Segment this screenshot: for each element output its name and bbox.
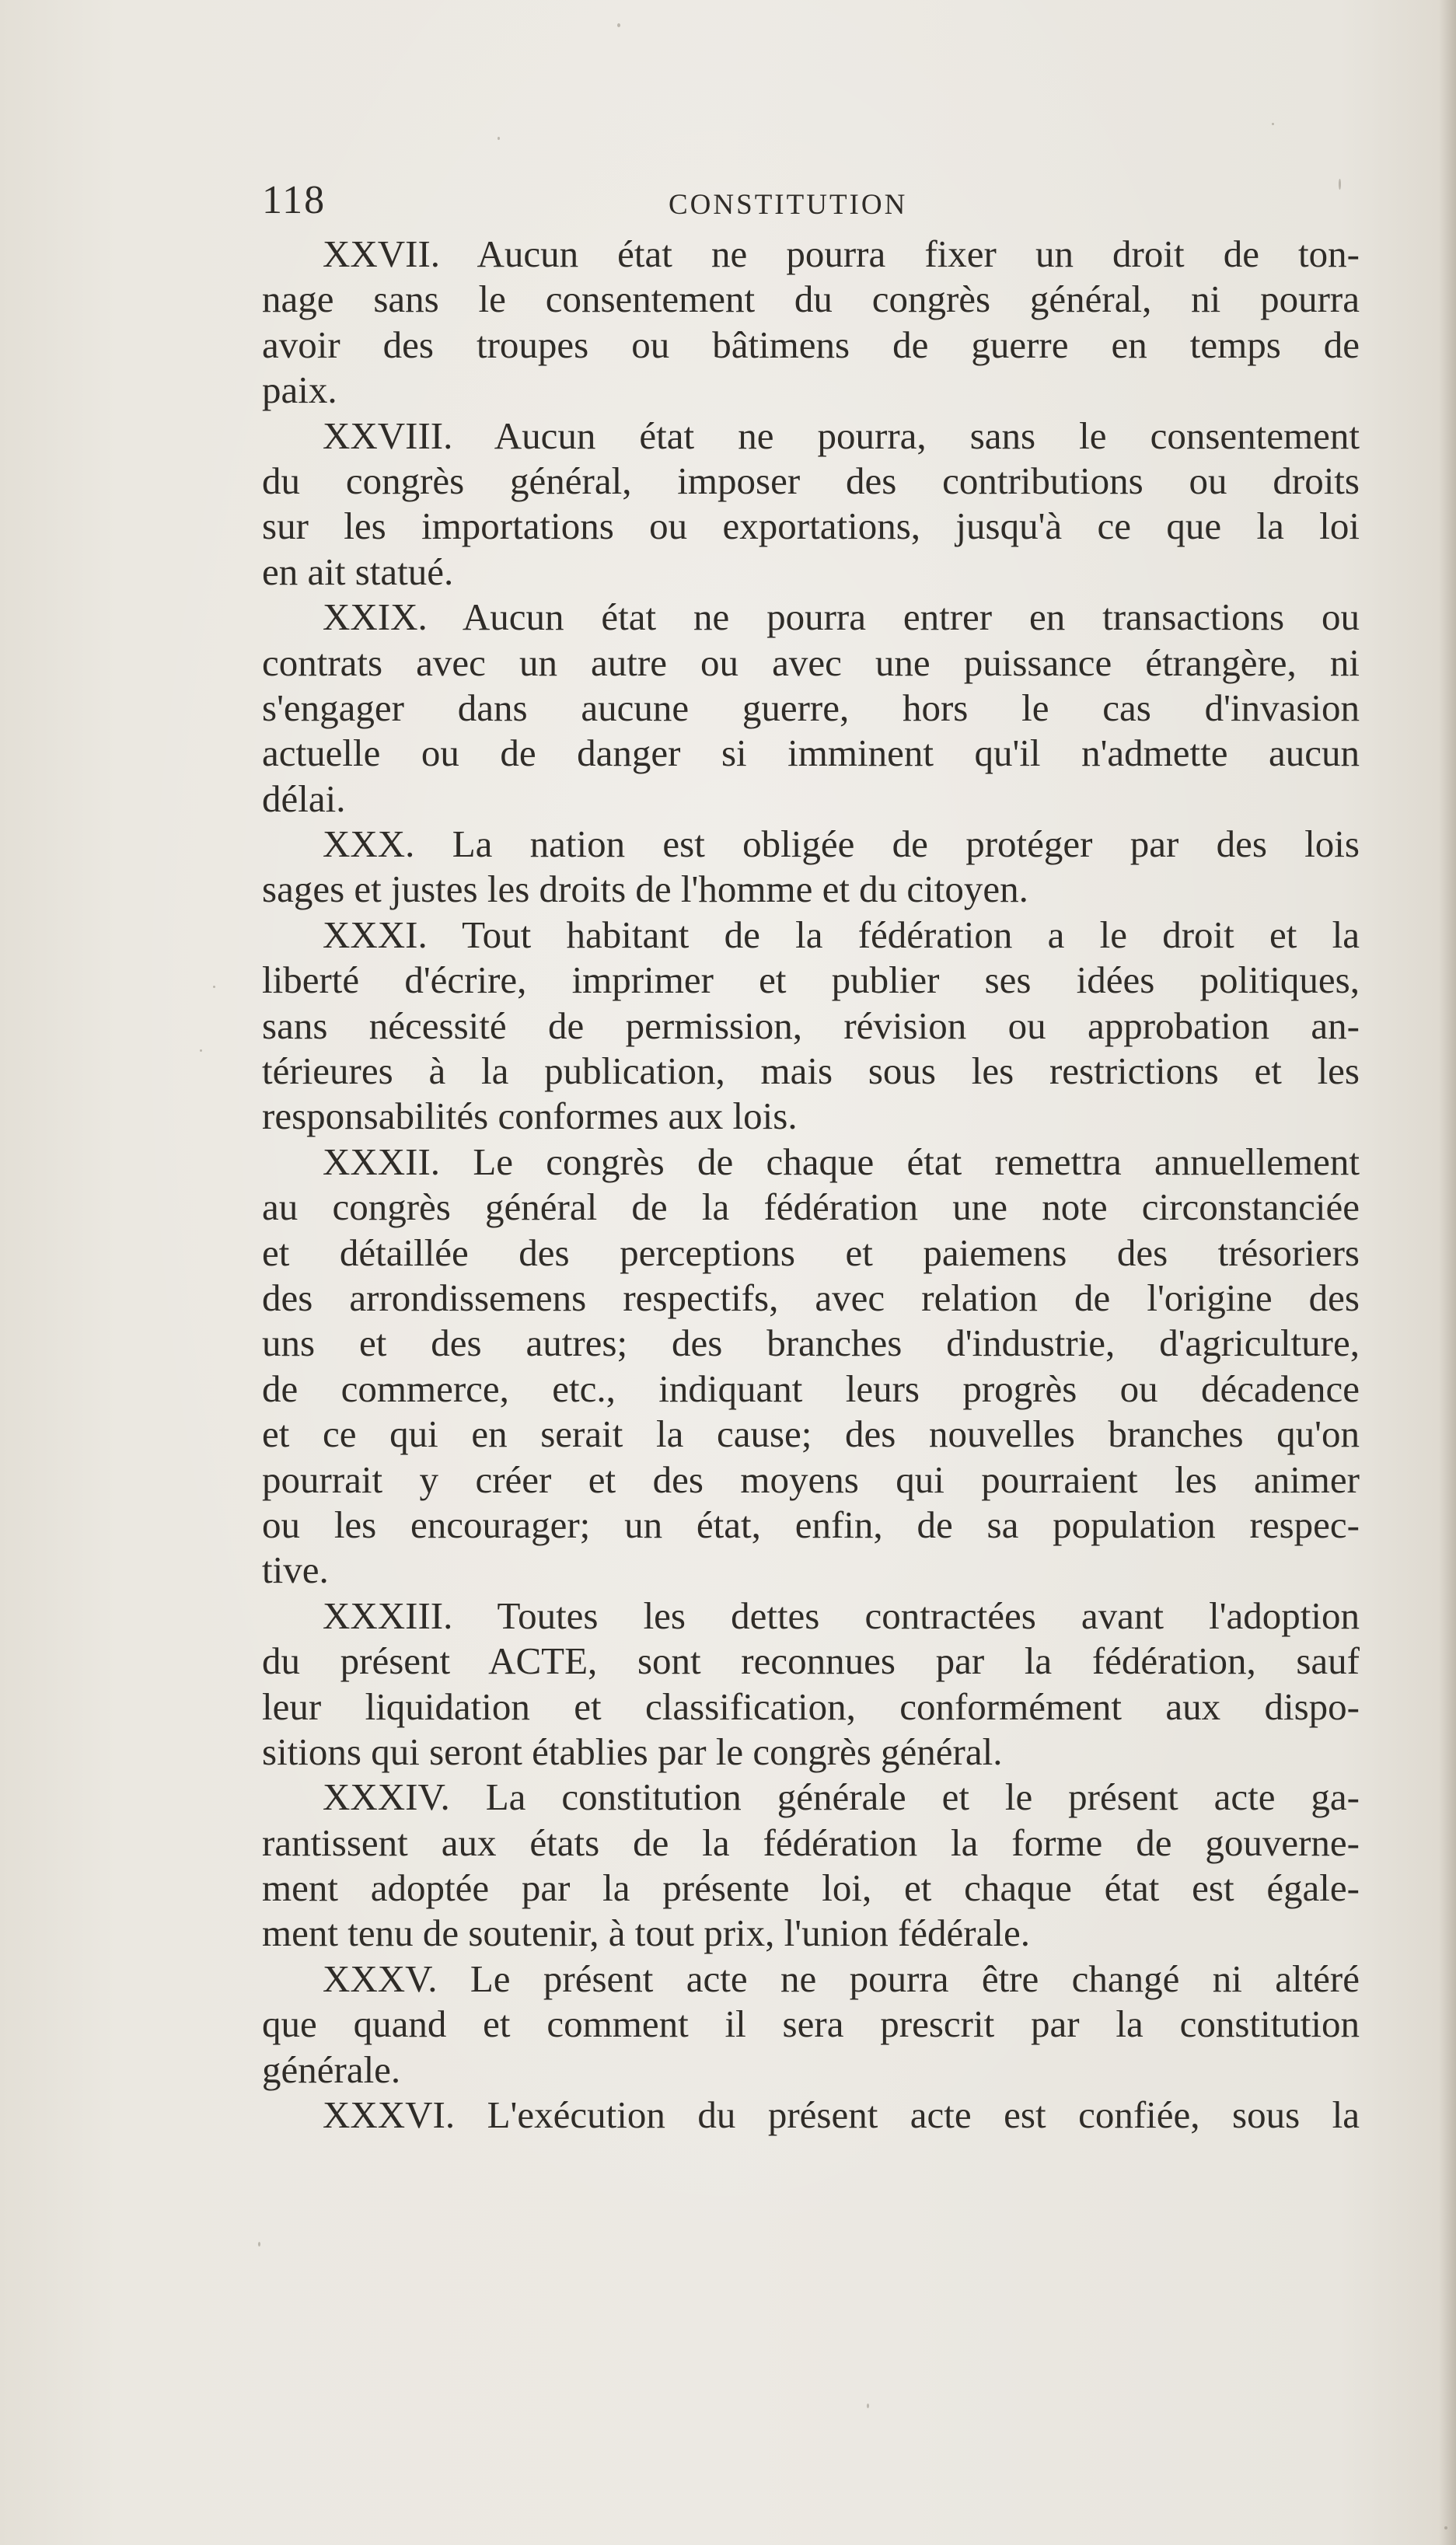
text-line: XXVIII. Aucun état ne pourra, sans le consentement [323, 414, 1360, 457]
text-line: s'engager dans aucune guerre, hors le cas d'invasion [262, 686, 1360, 729]
text-line: des arrondissemens respectifs, avec relation de l'origine des [262, 1276, 1360, 1319]
paper-speck [617, 23, 620, 27]
text-line: nage sans le consentement du congrès général, ni pourra [262, 278, 1360, 321]
text-line: XXIX. Aucun état ne pourra entrer en transactions ou [323, 595, 1360, 639]
text-line: pourrait y créer et des moyens qui pourraient les animer [262, 1458, 1360, 1501]
text-line: leur liquidation et classification, conformément aux dispo- [262, 1684, 1360, 1728]
text-line: tive. [262, 1548, 329, 1592]
text-line: générale. [262, 2048, 401, 2091]
running-head [262, 177, 1350, 232]
text-line: responsabilités conformes aux lois. [262, 1094, 798, 1138]
running-title: CONSTITUTION [669, 189, 908, 221]
text-line: paix. [262, 368, 337, 412]
text-line: ment adoptée par la présente loi, et chaque état est égale- [262, 1866, 1360, 1910]
text-line: XXXV. Le présent acte ne pourra être changé ni altéré [323, 1957, 1360, 2000]
text-line: avoir des troupes ou bâtimens de guerre en temps de [262, 323, 1360, 366]
text-line: et ce qui en serait la cause; des nouvelles branches qu'on [262, 1412, 1360, 1456]
text-line: rantissent aux états de la fédération la forme de gouverne- [262, 1821, 1360, 1864]
text-line: ment tenu de soutenir, à tout prix, l'union fédérale. [262, 1911, 1030, 1955]
text-line: sitions qui seront établies par le congrès général. [262, 1730, 1003, 1773]
paper-speck [200, 1049, 202, 1052]
text-line: XXXIII. Toutes les dettes contractées avant l'adoption [323, 1594, 1360, 1637]
page-number: 118 [262, 178, 326, 222]
text-line: délai. [262, 777, 346, 820]
paper-speck [867, 2404, 869, 2408]
text-line: de commerce, etc., indiquant leurs progrès ou décadence [262, 1367, 1360, 1410]
paper-speck [1444, 2526, 1447, 2529]
paper-speck [213, 986, 215, 988]
text-line: sur les importations ou exportations, jusqu'à ce que la loi [262, 504, 1360, 548]
paper-speck [258, 2242, 260, 2247]
text-line: du présent ACTE, sont reconnues par la fédération, sauf [262, 1639, 1360, 1683]
text-line: sages et justes les droits de l'homme et du citoyen. [262, 868, 1028, 911]
text-line: au congrès général de la fédération une note circonstanciée [262, 1185, 1360, 1229]
text-line: XXVII. Aucun état ne pourra fixer un droit de ton- [323, 232, 1360, 275]
text-line: ou les encourager; un état, enfin, de sa population respec- [262, 1503, 1360, 1546]
paper-speck [498, 137, 500, 140]
text-line: uns et des autres; des branches d'industrie, d'agriculture, [262, 1321, 1360, 1365]
text-line: liberté d'écrire, imprimer et publier ses idées politiques, [262, 958, 1360, 1002]
text-line: en ait statué. [262, 550, 454, 593]
text-line: contrats avec un autre ou avec une puissance étrangère, ni [262, 641, 1360, 684]
text-line: XXXII. Le congrès de chaque état remettra annuellement [323, 1140, 1360, 1183]
text-line: que quand et comment il sera prescrit par la constitution [262, 2002, 1360, 2046]
body-text [262, 232, 1360, 2138]
text-line: XXXI. Tout habitant de la fédération a le droit et la [323, 913, 1360, 956]
text-line: XXXIV. La constitution générale et le présent acte ga- [323, 1775, 1360, 1819]
text-line: XXXVI. L'exécution du présent acte est confiée, sous la [323, 2093, 1360, 2137]
text-line: actuelle ou de danger si imminent qu'il n'admette aucun [262, 731, 1360, 775]
text-line: sans nécessité de permission, révision ou approbation an- [262, 1004, 1360, 1047]
text-line: XXX. La nation est obligée de protéger par des lois [323, 822, 1360, 866]
paper-speck [1272, 123, 1274, 125]
text-line: et détaillée des perceptions et paiemens des trésoriers [262, 1231, 1360, 1274]
text-line: du congrès général, imposer des contributions ou droits [262, 459, 1360, 502]
text-line: térieures à la publication, mais sous les restrictions et les [262, 1049, 1360, 1093]
